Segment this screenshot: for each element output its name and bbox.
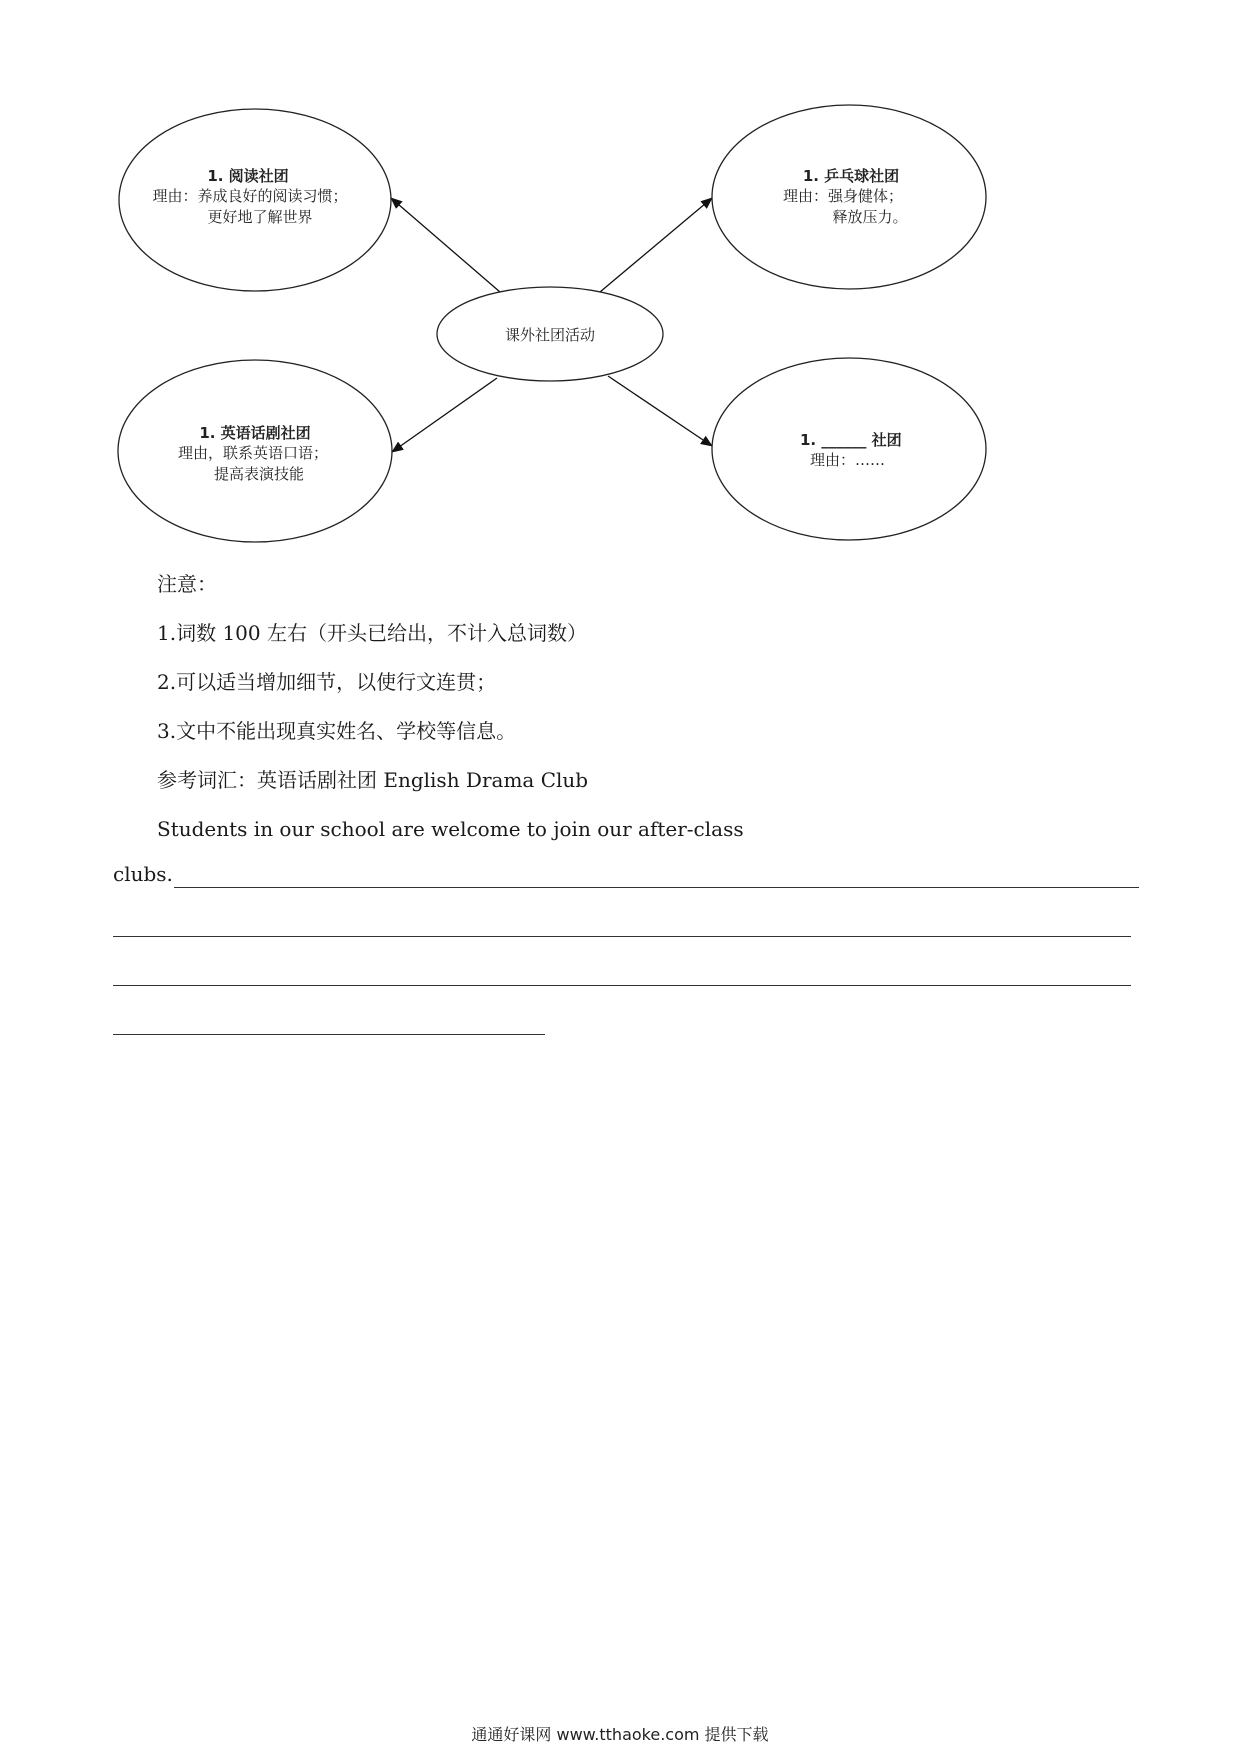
drama-club-reason-2: 提高表演技能 xyxy=(213,465,305,483)
page-footer: 通通好课网 www.tthaoke.com 提供下载 xyxy=(471,1725,769,1744)
reading-club-title: 1. 阅读社团 xyxy=(207,167,289,185)
answer-line-2[interactable] xyxy=(113,936,1131,937)
note-item-1: 1.词数 100 左右（开头已给出，不计入总词数） xyxy=(157,621,587,645)
blank-club-title-prefix: 1. xyxy=(800,431,817,449)
reading-club-reason-1: 理由：养成良好的阅读习惯； xyxy=(152,187,348,205)
instructions xyxy=(157,560,744,854)
blank-club-title-blank: ______ xyxy=(821,431,867,449)
answer-line-1-rule xyxy=(174,886,1139,888)
table-tennis-club-title: 1. 乒乓球社团 xyxy=(802,167,900,185)
arrow-to-table-tennis-club xyxy=(600,198,712,292)
reference-vocabulary: 参考词汇：英语话剧社团 English Drama Club xyxy=(157,768,589,792)
reading-club-reason-2: 更好地了解世界 xyxy=(207,208,313,226)
arrow-to-drama-club xyxy=(392,378,497,452)
answer-line-3[interactable] xyxy=(113,985,1131,986)
answer-line-4[interactable] xyxy=(113,1034,545,1035)
notes-heading: 注意： xyxy=(157,572,217,596)
note-item-3: 3.文中不能出现真实姓名、学校等信息。 xyxy=(157,719,517,743)
drama-club-title: 1. 英语话剧社团 xyxy=(199,424,311,442)
note-item-2: 2.可以适当增加细节，以使行文连贯； xyxy=(157,670,497,694)
blank-club-node xyxy=(712,358,986,540)
table-tennis-club-reason-2: 释放压力。 xyxy=(832,208,908,226)
essay-opening-continuation: clubs. xyxy=(113,862,173,886)
blank-club-reason-1: 理由：…… xyxy=(810,451,886,469)
table-tennis-club-reason-1: 理由：强身健体； xyxy=(782,187,904,205)
essay-opening: Students in our school are welcome to join our after-class xyxy=(157,817,744,841)
drama-club-reason-1: 理由，联系英语口语； xyxy=(177,444,329,462)
answer-line-1[interactable] xyxy=(113,858,1139,888)
center-node-label: 课外社团活动 xyxy=(504,326,596,344)
blank-club-title-suffix: 社团 xyxy=(871,431,902,449)
arrow-to-reading-club xyxy=(391,198,500,292)
blank-club-title xyxy=(800,431,902,449)
club-mind-map xyxy=(0,0,1240,560)
arrow-to-blank-club xyxy=(608,376,712,446)
